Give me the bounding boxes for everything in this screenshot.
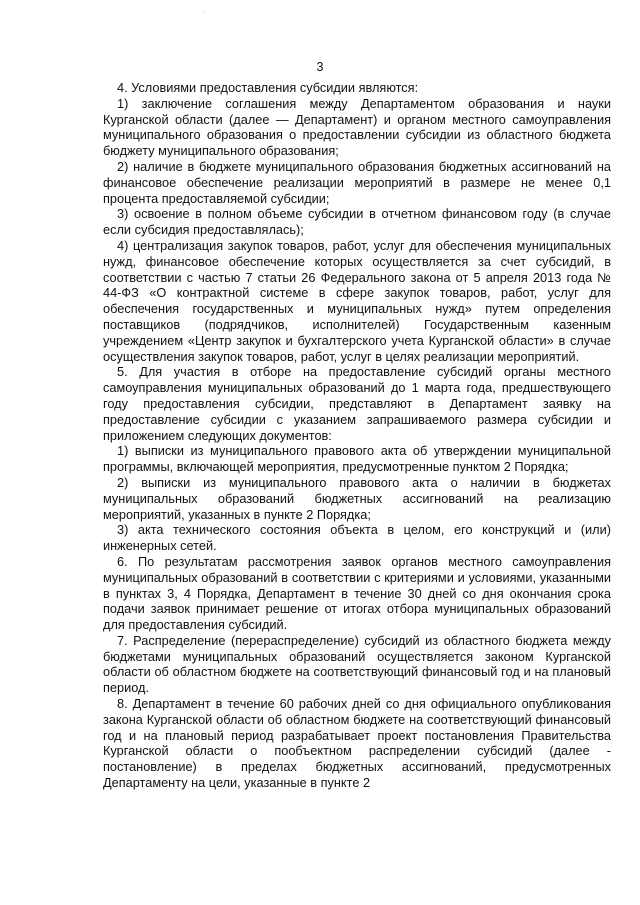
paragraph-5-item-3: 3) акта технического состояния объекта в целом, его конструкций и (или) инженерных сетей. (103, 522, 611, 554)
paragraph-condition-4: 4) централизация закупок товаров, работ, услуг для обеспечения муниципальных нужд, финансовое обеспечение которых осуществляется за счет субсидий, в соответствии с частью 7 статьи 26 Федерального закона от 5 апреля 2013 года № 44-ФЗ «О контрактной системе в сфере закупок товаров, работ, услуг для обеспечения государственных и муниципальных нужд» путем определения поставщиков (подрядчиков, исполнителей) Государственным казенным учреждением «Центр закупок и бухгалтерского учета Курганской области» в случае осуществления закупок товаров, работ, услуг в целях реализации мероприятий. (103, 237, 611, 364)
paragraph-6: 6. По результатам рассмотрения заявок органов местного самоуправления муниципальных образований в соответствии с критериями и условиями, указанными в пунктах 3, 4 Порядка, Департамент в течение 30 дней со дня окончания срока подачи заявок принимает решение от итогах отбора муниципальных образований для предоставления субсидий. (103, 553, 611, 633)
paragraph-5: 5. Для участия в отборе на предоставление субсидий органы местного самоуправления муниципальных образований до 1 марта года, предшествующего году предоставления субсидии, представляют в Департамент заявку на предоставление субсидии с указанием запрашиваемого размера субсидии и приложением следующих документов: (103, 364, 611, 443)
scan-speck (203, 12, 204, 13)
paragraph-8: 8. Департамент в течение 60 рабочих дней со дня официального опубликования закона Курганской области об областном бюджете на соответствующий финансовый год и на плановый период разрабатывает проект постановления Правительства Курганской области о пообъектном распределении субсидий (далее - постановление) в пределах бюджетных ассигнований, предусмотренных Департаменту на цели, указанные в пункте 2 (103, 696, 611, 791)
paragraph-conditions-heading: 4. Условиями предоставления субсидии являются: (117, 80, 419, 95)
paragraph-condition-1: 1) заключение соглашения между Департаментом образования и науки Курганской области (далее — Департамент) и органом местного самоуправления муниципального образования о предоставлении субсидии из областного бюджета бюджету муниципального образования; (103, 95, 611, 159)
paragraph-7: 7. Распределение (перераспределение) субсидий из областного бюджета между бюджетами муниципальных образований осуществляется законом Курганской области об областном бюджете на соответствующий финансовый год и на плановый период. (103, 632, 611, 696)
paragraph-5-item-2: 2) выписки из муниципального правового акта о наличии в бюджетах муниципальных образований бюджетных ассигнований на реализацию мероприятий, указанных в пункте 2 Порядка; (103, 474, 611, 522)
page-number: 3 (316, 60, 324, 74)
paragraph-condition-2: 2) наличие в бюджете муниципального образования бюджетных ассигнований на финансовое обеспечение реализации мероприятий в размере не менее 0,1 процента предоставляемой субсидии; (103, 158, 611, 206)
paragraph-condition-3: 3) освоение в полном объеме субсидии в отчетном финансовом году (в случае если субсидия предоставлялась); (103, 206, 611, 238)
paragraph-5-item-1: 1) выписки из муниципального правового акта об утверждении муниципальной программы, включающей мероприятия, предусмотренные пунктом 2 Порядка; (103, 443, 611, 475)
document-body (103, 80, 611, 791)
